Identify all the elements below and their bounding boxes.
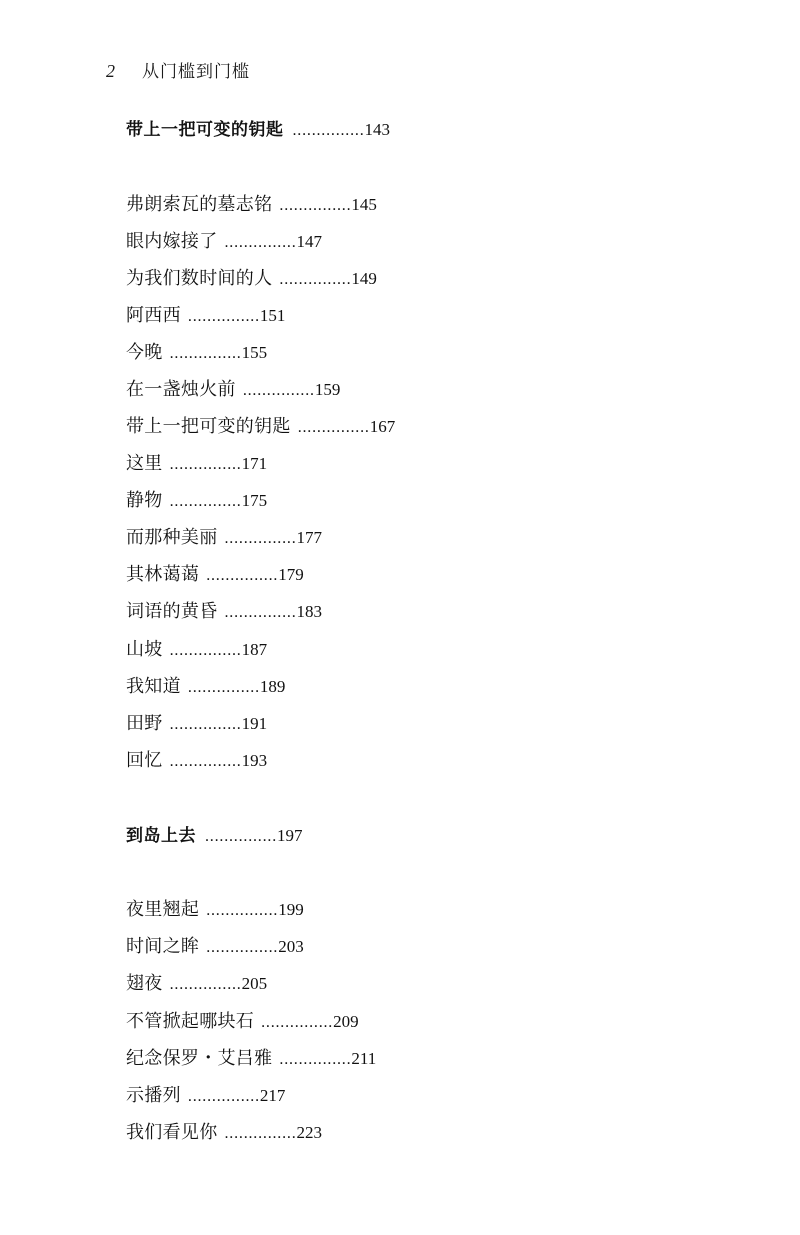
dot-leader: ............... [169,976,242,993]
entry-page-number: 147 [296,232,322,251]
entry-page-number: 155 [241,343,268,362]
toc-entry [126,715,267,733]
entry-title: 时间之眸 [126,936,200,957]
entry-title: 田野 [126,713,163,734]
toc-entry [126,1050,376,1068]
section-title: 带上一把可变的钥匙 [126,120,284,140]
dot-leader: ............... [206,902,279,919]
entry-title: 带上一把可变的钥匙 [126,416,291,437]
dot-leader: ............... [187,308,260,325]
toc-entry [126,196,377,214]
entry-page-number: 179 [278,565,304,584]
entry-title: 眼内嫁接了 [126,231,218,252]
entry-page-number: 203 [278,937,304,956]
toc-entry [126,566,304,584]
toc-entry [126,344,267,362]
toc-section-heading [126,827,303,845]
section-title: 到岛上去 [126,826,196,846]
toc-entry [126,752,267,770]
entry-title: 阿西西 [126,305,181,326]
book-title: 从门槛到门槛 [142,62,250,82]
dot-leader: ............... [279,271,352,288]
entry-title: 而那种美丽 [126,527,218,548]
dot-leader: ............... [297,419,370,436]
dot-leader: ............... [224,604,297,621]
dot-leader: ............... [224,1125,297,1142]
dot-leader: ............... [206,939,279,956]
dot-leader: ............... [187,679,260,696]
entry-page-number: 217 [259,1086,286,1105]
entry-title: 静物 [126,490,163,511]
page-number: 2 [106,61,115,81]
entry-title: 我们看见你 [126,1122,218,1143]
entry-title: 翅夜 [126,973,163,994]
entry-page-number: 193 [241,751,268,770]
table-of-contents [126,0,686,1235]
toc-entry [126,492,267,510]
dot-leader: ............... [205,828,277,845]
entry-title: 词语的黄昏 [126,601,218,622]
entry-page-number: 191 [241,714,268,733]
toc-entry [126,938,304,956]
toc-entry [126,381,340,399]
entry-title: 纪念保罗・艾吕雅 [126,1048,273,1069]
entry-title: 今晚 [126,342,163,363]
entry-page-number: 167 [369,417,396,436]
dot-leader: ............... [261,1014,334,1031]
dot-leader: ............... [169,716,242,733]
toc-entry [126,603,322,621]
section-page-number: 197 [277,826,303,845]
entry-title: 这里 [126,453,163,474]
toc-entry [126,1087,285,1105]
dot-leader: ............... [169,493,242,510]
dot-leader: ............... [242,382,315,399]
toc-entry [126,678,285,696]
dot-leader: ............... [169,345,242,362]
toc-entry [126,975,267,993]
entry-page-number: 171 [241,454,268,473]
dot-leader: ............... [169,753,242,770]
dot-leader: ............... [224,234,297,251]
entry-title: 在一盏烛火前 [126,379,236,400]
toc-entry [126,1013,359,1031]
entry-page-number: 209 [333,1012,359,1031]
entry-page-number: 183 [296,602,322,621]
entry-page-number: 199 [278,900,304,919]
toc-entry [126,641,267,659]
toc-entry [126,270,377,288]
entry-title: 山坡 [126,639,163,660]
entry-title: 示播列 [126,1085,181,1106]
toc-entry [126,307,285,325]
dot-leader: ............... [206,567,279,584]
dot-leader: ............... [187,1088,260,1105]
dot-leader: ............... [292,122,365,139]
entry-page-number: 223 [296,1123,322,1142]
entry-page-number: 211 [351,1049,377,1068]
entry-title: 弗朗索瓦的墓志铭 [126,194,273,215]
entry-title: 夜里翘起 [126,899,200,920]
entry-page-number: 175 [241,491,268,510]
toc-entry [126,418,395,436]
dot-leader: ............... [169,642,242,659]
toc-entry [126,529,322,547]
dot-leader: ............... [169,456,242,473]
entry-page-number: 159 [314,380,341,399]
toc-entry [126,901,304,919]
entry-page-number: 149 [351,269,377,288]
entry-title: 为我们数时间的人 [126,268,273,289]
entry-page-number: 205 [241,974,268,993]
toc-entry [126,233,322,251]
entry-title: 回忆 [126,750,163,771]
entry-page-number: 189 [259,677,286,696]
entry-title: 不管掀起哪块石 [126,1011,255,1032]
entry-title: 我知道 [126,676,181,697]
entry-title: 其林蔼蔼 [126,564,200,585]
section-page-number: 143 [364,120,390,139]
entry-page-number: 145 [351,195,377,214]
toc-section-heading [126,121,390,139]
entry-page-number: 187 [241,640,268,659]
entry-page-number: 177 [296,528,322,547]
dot-leader: ............... [279,197,352,214]
toc-entry [126,1124,322,1142]
entry-page-number: 151 [259,306,286,325]
toc-entry [126,455,267,473]
dot-leader: ............... [279,1051,352,1068]
dot-leader: ............... [224,530,297,547]
